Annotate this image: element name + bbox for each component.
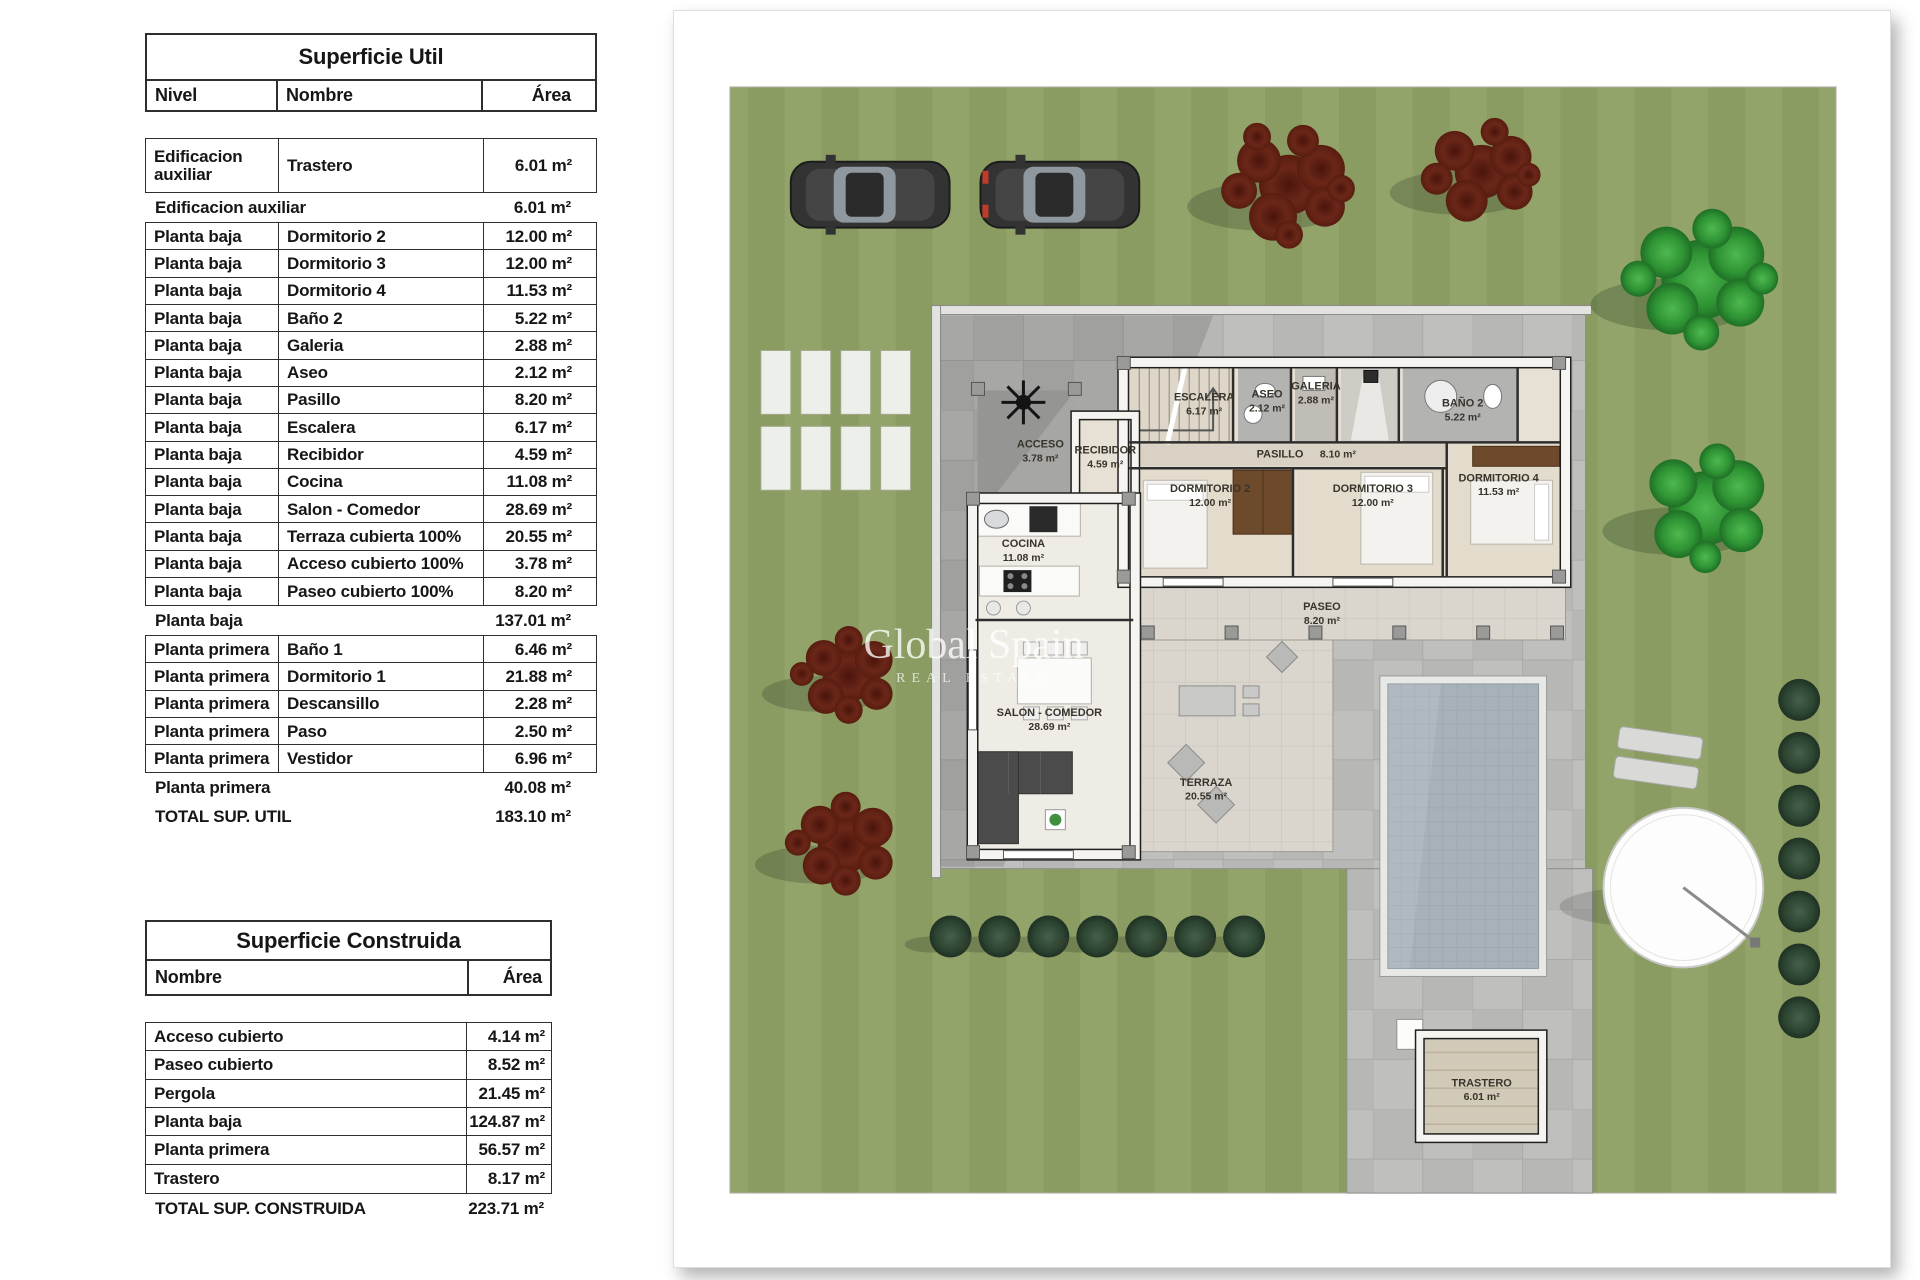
cell-nivel: Planta baja — [146, 414, 279, 441]
svg-text:20.55 m²: 20.55 m² — [1185, 791, 1228, 803]
cell-label: Planta primera — [155, 777, 271, 797]
table-row — [145, 522, 597, 551]
table-row — [145, 468, 597, 497]
svg-text:11.08 m²: 11.08 m² — [1002, 553, 1045, 565]
cell-area: 40.08 m² — [504, 777, 571, 797]
cell-nivel: Planta primera — [146, 745, 279, 772]
table-row — [145, 413, 597, 442]
table-row — [145, 495, 597, 524]
cell-nombre: Acceso cubierto 100% — [279, 551, 484, 578]
room-label-pasillo: PASILLO — [1256, 448, 1304, 461]
table-header — [145, 33, 597, 112]
cell-nivel: Planta baja — [146, 278, 279, 305]
cell-area: 3.78 m² — [514, 554, 572, 574]
cell-area: 8.20 m² — [514, 581, 572, 601]
cell-area: 8.17 m² — [487, 1168, 545, 1188]
porch-plant — [1001, 380, 1045, 424]
table-row — [145, 359, 597, 388]
room-label-acceso: ACCESO — [1016, 438, 1064, 451]
cell-nivel: Planta primera — [146, 636, 279, 663]
table-title: Superficie Util — [147, 35, 595, 81]
room-label-dormitorio2: DORMITORIO 2 — [1169, 483, 1251, 496]
cell-area: 8.20 m² — [514, 390, 572, 410]
svg-text:2.88 m²: 2.88 m² — [1297, 395, 1334, 407]
svg-text:2.12 m²: 2.12 m² — [1248, 403, 1286, 415]
room-label-escalera: ESCALERA — [1173, 391, 1235, 404]
cell-nombre: Dormitorio 3 — [279, 250, 484, 277]
cell-area: 21.45 m² — [478, 1083, 545, 1103]
cell-area: 6.17 m² — [514, 417, 572, 437]
cell-area: 4.59 m² — [514, 445, 572, 465]
cell-area: 8.52 m² — [487, 1055, 545, 1075]
cell-nombre: Baño 1 — [279, 636, 484, 663]
table-row — [145, 1022, 552, 1052]
cell-nombre: Recibidor — [279, 442, 484, 469]
site-plan — [674, 11, 1890, 1267]
cell-nombre: Trastero — [146, 1165, 467, 1193]
svg-text:11.53 m²: 11.53 m² — [1477, 487, 1520, 499]
cell-nivel: Planta baja — [146, 496, 279, 523]
cell-nombre: Dormitorio 1 — [279, 663, 484, 690]
table-row — [145, 277, 597, 306]
cell-nivel: Planta baja — [146, 360, 279, 387]
table-row — [145, 690, 597, 719]
column-header-area: Área — [502, 967, 542, 987]
svg-text:28.69 m²: 28.69 m² — [1028, 721, 1071, 733]
column-header-nombre: Nombre — [278, 81, 483, 110]
room-label-salon: SALON - COMEDOR — [996, 706, 1103, 719]
column-header-row — [147, 81, 595, 110]
table-total-row — [145, 802, 597, 831]
cell-area: 28.69 m² — [505, 499, 572, 519]
cell-nombre: Galeria — [279, 332, 484, 359]
column-header-area: Área — [531, 85, 571, 105]
room-label-terraza: TERRAZA — [1179, 776, 1233, 789]
cell-nombre: Paso — [279, 718, 484, 745]
pool — [1380, 676, 1547, 977]
cell-area: 223.71 m² — [468, 1198, 544, 1218]
cell-area: 4.14 m² — [487, 1027, 545, 1047]
cell-nivel: Planta baja — [146, 250, 279, 277]
stairs — [1129, 366, 1233, 444]
cell-nombre: Cocina — [279, 469, 484, 496]
room-label-aseo: ASEO — [1251, 388, 1283, 401]
cell-area: 5.22 m² — [514, 308, 572, 328]
cell-nivel: Planta baja — [146, 578, 279, 605]
cell-area: 137.01 m² — [495, 610, 571, 630]
site-plan-sheet — [673, 10, 1891, 1268]
table-row — [145, 744, 597, 773]
svg-text:12.00 m²: 12.00 m² — [1189, 498, 1232, 510]
table-row — [145, 138, 597, 193]
table-row — [145, 331, 597, 360]
column-header-row — [147, 961, 550, 994]
cell-area: 183.10 m² — [495, 806, 571, 826]
cell-area: 20.55 m² — [505, 527, 572, 547]
car-1 — [791, 155, 950, 235]
cell-nivel: Planta baja — [146, 469, 279, 496]
cell-nombre: Dormitorio 2 — [279, 223, 484, 250]
room-label-galeria: GALERIA — [1291, 380, 1341, 393]
cell-nivel: Planta baja — [146, 332, 279, 359]
car-2 — [980, 155, 1139, 235]
cell-area: 56.57 m² — [478, 1140, 545, 1160]
cell-area: 2.88 m² — [514, 335, 572, 355]
cell-area: 2.50 m² — [514, 721, 572, 741]
svg-text:5.22 m²: 5.22 m² — [1444, 412, 1481, 424]
cell-nombre: Pasillo — [279, 387, 484, 414]
table-row — [145, 249, 597, 278]
cell-area: 6.96 m² — [514, 748, 572, 768]
cell-label: Planta baja — [155, 610, 243, 630]
cell-area: 12.00 m² — [505, 253, 572, 273]
cell-nivel: Planta baja — [146, 551, 279, 578]
table-row — [145, 577, 597, 606]
table-row — [145, 386, 597, 415]
cell-nombre: Planta primera — [146, 1136, 467, 1164]
table-row — [145, 1164, 552, 1194]
cell-nombre: Aseo — [279, 360, 484, 387]
cell-nivel: Planta baja — [146, 387, 279, 414]
table-row — [145, 1050, 552, 1080]
cell-area: 124.87 m² — [469, 1112, 545, 1132]
room-label-bano2: BAÑO 2 — [1441, 397, 1484, 410]
svg-text:12.00 m²: 12.00 m² — [1351, 498, 1394, 510]
table-row — [145, 222, 597, 251]
cell-nivel: Planta primera — [146, 663, 279, 690]
svg-text:6.01 m²: 6.01 m² — [1463, 1092, 1500, 1104]
table-body — [145, 1022, 552, 1224]
cell-nombre: Dormitorio 4 — [279, 278, 484, 305]
cell-nivel: Planta baja — [146, 305, 279, 332]
cell-nivel: Planta baja — [146, 523, 279, 550]
cell-area: 11.08 m² — [506, 472, 572, 492]
room-label-paseo: PASEO — [1303, 601, 1341, 614]
table-title: Superficie Construida — [147, 922, 550, 961]
cell-nombre: Paseo cubierto — [146, 1051, 467, 1079]
cell-nombre: Pergola — [146, 1080, 467, 1108]
table-subtotal-row — [145, 606, 597, 635]
cell-nivel: Planta primera — [146, 718, 279, 745]
table-header — [145, 920, 552, 996]
room-label-trastero: TRASTERO — [1451, 1077, 1512, 1090]
cell-nivel: Planta primera — [146, 691, 279, 718]
cell-nivel: Planta baja — [146, 223, 279, 250]
cell-area: 2.12 m² — [514, 363, 572, 383]
svg-text:4.59 m²: 4.59 m² — [1087, 459, 1124, 471]
table-row — [145, 635, 597, 664]
table-body — [145, 138, 597, 831]
table-row — [145, 1079, 552, 1109]
superficie-construida-table — [145, 920, 552, 1224]
table-row — [145, 304, 597, 333]
cell-nombre: Salon - Comedor — [279, 496, 484, 523]
table-total-row — [145, 1194, 552, 1224]
cell-nivel: Edificacion auxiliar — [146, 139, 279, 192]
cell-nivel: Planta baja — [146, 442, 279, 469]
cell-area: 11.53 m² — [506, 281, 572, 301]
table-subtotal-row — [145, 773, 597, 802]
column-header-nombre: Nombre — [147, 961, 469, 994]
room-label-dormitorio3: DORMITORIO 3 — [1332, 483, 1413, 496]
terrace-floor — [1135, 640, 1333, 852]
cell-nombre: Baño 2 — [279, 305, 484, 332]
room-label-recibidor: RECIBIDOR — [1074, 444, 1137, 457]
cell-nombre: Paseo cubierto 100% — [279, 578, 484, 605]
room-label-dormitorio4: DORMITORIO 4 — [1458, 472, 1539, 485]
svg-text:6.17 m²: 6.17 m² — [1186, 406, 1223, 418]
cell-area: 6.01 m² — [514, 155, 572, 175]
cell-nombre: Planta baja — [146, 1108, 467, 1136]
cell-nombre: Acceso cubierto — [146, 1023, 467, 1051]
table-row — [145, 662, 597, 691]
table-row — [145, 1135, 552, 1165]
svg-text:3.78 m²: 3.78 m² — [1022, 453, 1059, 465]
cell-nombre: Escalera — [279, 414, 484, 441]
watermark-line1: Global Spain — [863, 621, 1084, 668]
cell-nombre: Vestidor — [279, 745, 484, 772]
cell-area: 6.46 m² — [514, 639, 572, 659]
svg-text:8.20 m²: 8.20 m² — [1303, 616, 1340, 628]
cell-nombre: Trastero — [279, 139, 484, 192]
table-row — [145, 441, 597, 470]
cell-nombre: Descansillo — [279, 691, 484, 718]
watermark-line2: REAL ESTATE — [896, 670, 1051, 686]
cell-label: TOTAL SUP. UTIL — [155, 806, 292, 826]
cell-label: Edificacion auxiliar — [155, 197, 306, 217]
cell-area: 12.00 m² — [505, 226, 572, 246]
table-row — [145, 550, 597, 579]
column-header-nivel: Nivel — [147, 81, 278, 110]
table-subtotal-row — [145, 193, 597, 222]
cell-label: TOTAL SUP. CONSTRUIDA — [155, 1198, 366, 1218]
superficie-util-table — [145, 33, 597, 831]
svg-text:8.10 m²: 8.10 m² — [1319, 449, 1356, 461]
cell-nombre: Terraza cubierta 100% — [279, 523, 484, 550]
cell-area: 6.01 m² — [513, 197, 571, 217]
cell-area: 2.28 m² — [514, 694, 572, 714]
room-label-cocina: COCINA — [1001, 538, 1046, 551]
cell-area: 21.88 m² — [505, 666, 572, 686]
table-row — [145, 717, 597, 746]
paseo-walkway — [1135, 582, 1565, 640]
table-row — [145, 1107, 552, 1137]
watermark — [863, 622, 1083, 686]
